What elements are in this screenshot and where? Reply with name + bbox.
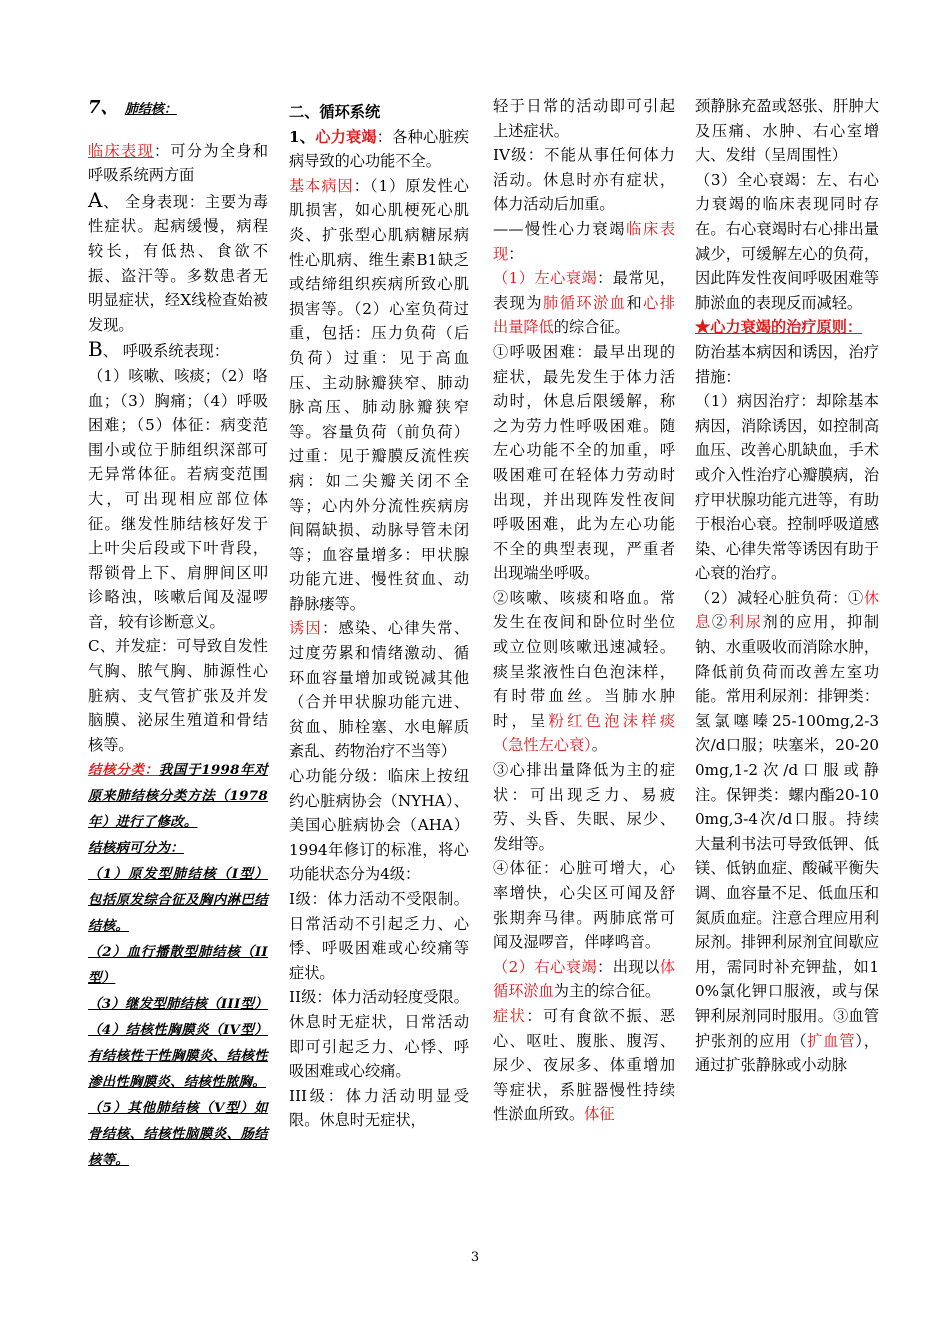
item-number: 1、 bbox=[289, 127, 316, 146]
letter-b: B bbox=[88, 337, 103, 362]
paragraph-a-text: 、 全身表现：主要为毒性症状。起病缓慢，病程较长，有低热、食欲不振、盗汗等。多数患者无明显症状，经X线检查始被发现。 bbox=[88, 192, 268, 334]
page-number: 3 bbox=[470, 1250, 480, 1265]
treatment-etiology: （1）病因治疗：却除基本病因，消除诱因，如控制高血压、改善心肌缺血，手术或介入性治疗心瓣膜病，治疗甲状腺功能亢进等，有助于根治心衰。控制呼吸道感染、心律失常等诱因有助于心衰的治疗。 bbox=[695, 392, 879, 583]
grade-1: I级：体力活动不受限制。日常活动不引起乏力、心悸、呼吸困难或心绞痛等症状。 bbox=[289, 890, 469, 982]
complications-paragraph: C、并发症：可导致自发性气胸、脓气胸、肺源性心脏病、支气管扩张及并发脑膜、泌尿生殖道和骨结核等。 bbox=[88, 637, 268, 754]
clinical-paragraph bbox=[88, 139, 268, 188]
classification-item-3: （3）继发型肺结核（III型） bbox=[88, 996, 268, 1013]
clinical-text: ：可分为全身和呼吸系统两方面 bbox=[88, 141, 269, 185]
classification-item-4: （4）结核性胸膜炎（IV型）有结核性干性胸膜炎、结核性渗出性胸膜炎、结核性脓胸。 bbox=[88, 1022, 268, 1091]
classification-item-2: （2）血行播散型肺结核（II型） bbox=[88, 944, 268, 987]
cough-red-text: 粉红色泡沫样痰（急性左心衰） bbox=[493, 711, 676, 755]
letter-a: A bbox=[88, 187, 103, 212]
classification-intro: 结核病可分为： bbox=[88, 840, 184, 857]
classification-text: 我国于1998年对原来肺结核分类方法（1978年）进行了修改。 bbox=[88, 762, 268, 831]
signs-continued: 颈静脉充盈或怒张、肝肿大及压痛、水肿、右心室增大、发绀（呈周围性） bbox=[695, 97, 879, 165]
right-failure-text-1: ：出现以 bbox=[597, 957, 660, 976]
column-3 bbox=[493, 94, 675, 1127]
reduce-load-text: 剂的应用，抑制钠、水重吸收而消除水肿，降低前负荷而改善左室功能。常用利尿剂：排钾类：氢氯噻嗪25-100mg,2-3次/d口服；呋塞米，20-200mg,1-2次/d口服或静注。保钾类：螺内酯20-100mg,3-4次/d口服。持续大量利书法可导致低钾、低镁、低钠血症、酸碱平衡失调、血容量不足、低血压和氮质血症。注意合理应用利尿剂。排钾利尿剂宜间歇应用，需同时补充钾盐，如10%氯化钾口服液，或与保钾利尿剂同时服用。③血管护张剂的应用（ bbox=[695, 613, 880, 1050]
left-heart-failure bbox=[493, 266, 675, 340]
right-symptoms bbox=[493, 1004, 675, 1127]
diuretic-label: 利尿 bbox=[728, 613, 763, 632]
symptom-low-output: ③心排出量降低为主的症状：可出现乏力、易疲劳、头昏、失眠、尿少、发绀等。 bbox=[493, 761, 675, 853]
full-heart-failure: （3）全心衰竭：左、右心力衰竭的临床表现同时存在。右心衰竭时右心排出量减少，可缓解左心的负荷，因此阵发性夜间呼吸困难等肺淤血的表现反而减轻。 bbox=[695, 170, 879, 312]
paragraph-b bbox=[88, 337, 268, 364]
symptom-cough bbox=[493, 586, 675, 758]
heading-text: 肺结核： bbox=[124, 102, 177, 117]
inducement-label: 诱因 bbox=[289, 619, 322, 638]
section-heading-7 bbox=[88, 96, 268, 123]
classification-item-5: （5）其他肺结核（V型）如骨结核、结核性脑膜炎、肠结核等。 bbox=[88, 1100, 268, 1169]
left-failure-red-1: 肺循环淤血 bbox=[543, 293, 627, 312]
inducement-paragraph bbox=[289, 616, 469, 764]
paragraph-a bbox=[88, 188, 268, 338]
right-symptoms-label: 症状 bbox=[493, 1006, 527, 1025]
heart-failure-text: ：各种心脏疾病导致的心功能不全。 bbox=[289, 127, 469, 171]
grading-intro: 心功能分级：临床上按纽约心脏病协会（NYHA）、美国心脏病协会（AHA）1994年修订的标准，将心功能状态分为4级： bbox=[289, 767, 469, 884]
section-title-circulatory: 二、循环系统 bbox=[289, 103, 381, 121]
symptom-signs: ④体征：心脏可增大，心率增快，心尖区可闻及舒张期奔马律。两肺底常可闻及湿啰音，伴哮鸣音。 bbox=[493, 859, 675, 952]
right-failure-label: （2）右心衰竭 bbox=[493, 957, 598, 976]
right-failure-red: 体循环淤血 bbox=[493, 957, 675, 1001]
reduce-load-mid: ② bbox=[711, 613, 729, 632]
rest-label: 休息 bbox=[695, 588, 879, 632]
right-symptoms-text: ：可有食欲不振、恶心、呕吐、腹胀、腹泻、尿少、夜尿多、体重增加等症状，系脏器慢性持续性淤血所致。 bbox=[493, 1006, 676, 1124]
heart-failure-label: 心力衰竭 bbox=[315, 127, 377, 146]
grade-3: III级：体力活动明显受限。休息时无症状， bbox=[289, 1086, 469, 1130]
classification-item-1: （1）原发型肺结核（I型）包括原发综合征及胸内淋巴结结核。 bbox=[88, 866, 268, 935]
column-1 bbox=[88, 96, 268, 1173]
left-failure-red-2: 心排出量降低 bbox=[493, 293, 676, 337]
right-heart-failure bbox=[493, 955, 675, 1004]
heading-number: 7、 bbox=[88, 97, 119, 118]
basic-cause-text: ：（1）原发性心肌损害，如心肌梗死心肌炎、扩张型心肌病糖尿病性心肌病、维生素B1缺乏或结缔组织疾病所致心肌损害等。（2）心室负荷过重，包括：压力负荷（后负荷）过重：见于高血压、主动脉瓣狭窄、肺动脉高压、肺动脉瓣狭窄等。容量负荷（前负荷）过重：见于瓣膜反流性疾病：如二尖瓣关闭不全等；心内外分流性疾病房间隔缺损、动脉导管未闭等；血容量增多：甲状腺功能亢进、慢性贫血、动静脉瘘等。 bbox=[289, 176, 469, 613]
reduce-load-prefix: （2）减轻心脏负荷：① bbox=[695, 588, 864, 607]
column-4 bbox=[695, 94, 879, 1078]
paragraph-b-text: 、 呼吸系统表现： bbox=[102, 342, 230, 361]
heart-failure-definition bbox=[289, 125, 469, 174]
classification-label: 结核分类： bbox=[88, 762, 159, 779]
column-2 bbox=[289, 100, 469, 1133]
reduce-load-end: ），通过扩张静脉或小动脉 bbox=[695, 1031, 880, 1075]
left-failure-text-1: ：最常见，表现为 bbox=[493, 269, 675, 312]
chronic-label: 临床表现 bbox=[493, 219, 676, 263]
basic-cause-label: 基本病因 bbox=[289, 176, 354, 195]
grade-2: II级：体力活动轻度受限。休息时无症状，日常活动即可引起乏力、心悸、呼吸困难或心绞痛。 bbox=[289, 988, 469, 1081]
clinical-label: 临床表现 bbox=[88, 141, 154, 160]
treatment-title: ★心力衰竭的治疗原则： bbox=[695, 318, 863, 337]
treatment-intro: 防治基本病因和诱因，治疗措施： bbox=[695, 342, 879, 386]
left-failure-text-2: 和 bbox=[626, 293, 644, 312]
classification-paragraph bbox=[88, 757, 268, 835]
chronic-prefix: ——慢性心力衰竭 bbox=[493, 219, 627, 238]
cough-text: ②咳嗽、咳痰和咯血。常发生在夜间和卧位时坐位或立位则咳嗽迅速减轻。痰呈浆液性白色泡沫样，有时带血丝。当肺水肿时，呈 bbox=[493, 588, 675, 730]
symptom-dyspnea: ①呼吸困难：最早出现的症状，最先发生于体力活动时，休息后限缓解，称之为劳力性呼吸困难。随左心功能不全的加重，呼吸困难可在轻体力劳动时出现，并出现阵发性夜间呼吸困难，此为左心功能不全的典型表现，严重者出现端坐呼吸。 bbox=[493, 342, 675, 583]
grade-3-continued: 轻于日常的活动即可引起上述症状。 bbox=[493, 97, 675, 140]
grade-4: IV级：不能从事任何体力活动。休息时亦有症状，体力活动后加重。 bbox=[493, 146, 675, 214]
basic-cause-paragraph bbox=[289, 174, 469, 617]
respiratory-symptoms: （1）咳嗽、咳痰；（2）咯血；（3）胸痛；（4）呼吸困难；（5）体征：病变范围小或位于肺组织深部可无异常体征。若病变范围大，可出现相应部位体征。继发性肺结核好发于上叶尖后段或下叶背段，帮锁骨上下、肩胛间区叩诊略浊，咳嗽后闻及湿啰音，较有诊断意义。 bbox=[88, 366, 268, 631]
left-failure-text-3: 的综合征。 bbox=[553, 318, 630, 337]
right-failure-text-2: 为主的综合征。 bbox=[553, 982, 661, 1001]
treatment-reduce-load bbox=[695, 586, 879, 1078]
cough-end: 。 bbox=[591, 736, 607, 755]
left-failure-label: （1）左心衰竭 bbox=[493, 269, 598, 288]
signs-label: 体征 bbox=[584, 1105, 615, 1124]
chronic-colon: ： bbox=[508, 244, 524, 263]
inducement-text: ：感染、心律失常、过度劳累和情绪激动、循环血容量增加或锐减其他（合并甲状腺功能亢进、贫血、肺栓塞、水电解质紊乱、药物治疗不当等） bbox=[289, 619, 470, 761]
chronic-heading bbox=[493, 217, 675, 266]
vasodilator-label: 扩血管 bbox=[807, 1031, 856, 1050]
